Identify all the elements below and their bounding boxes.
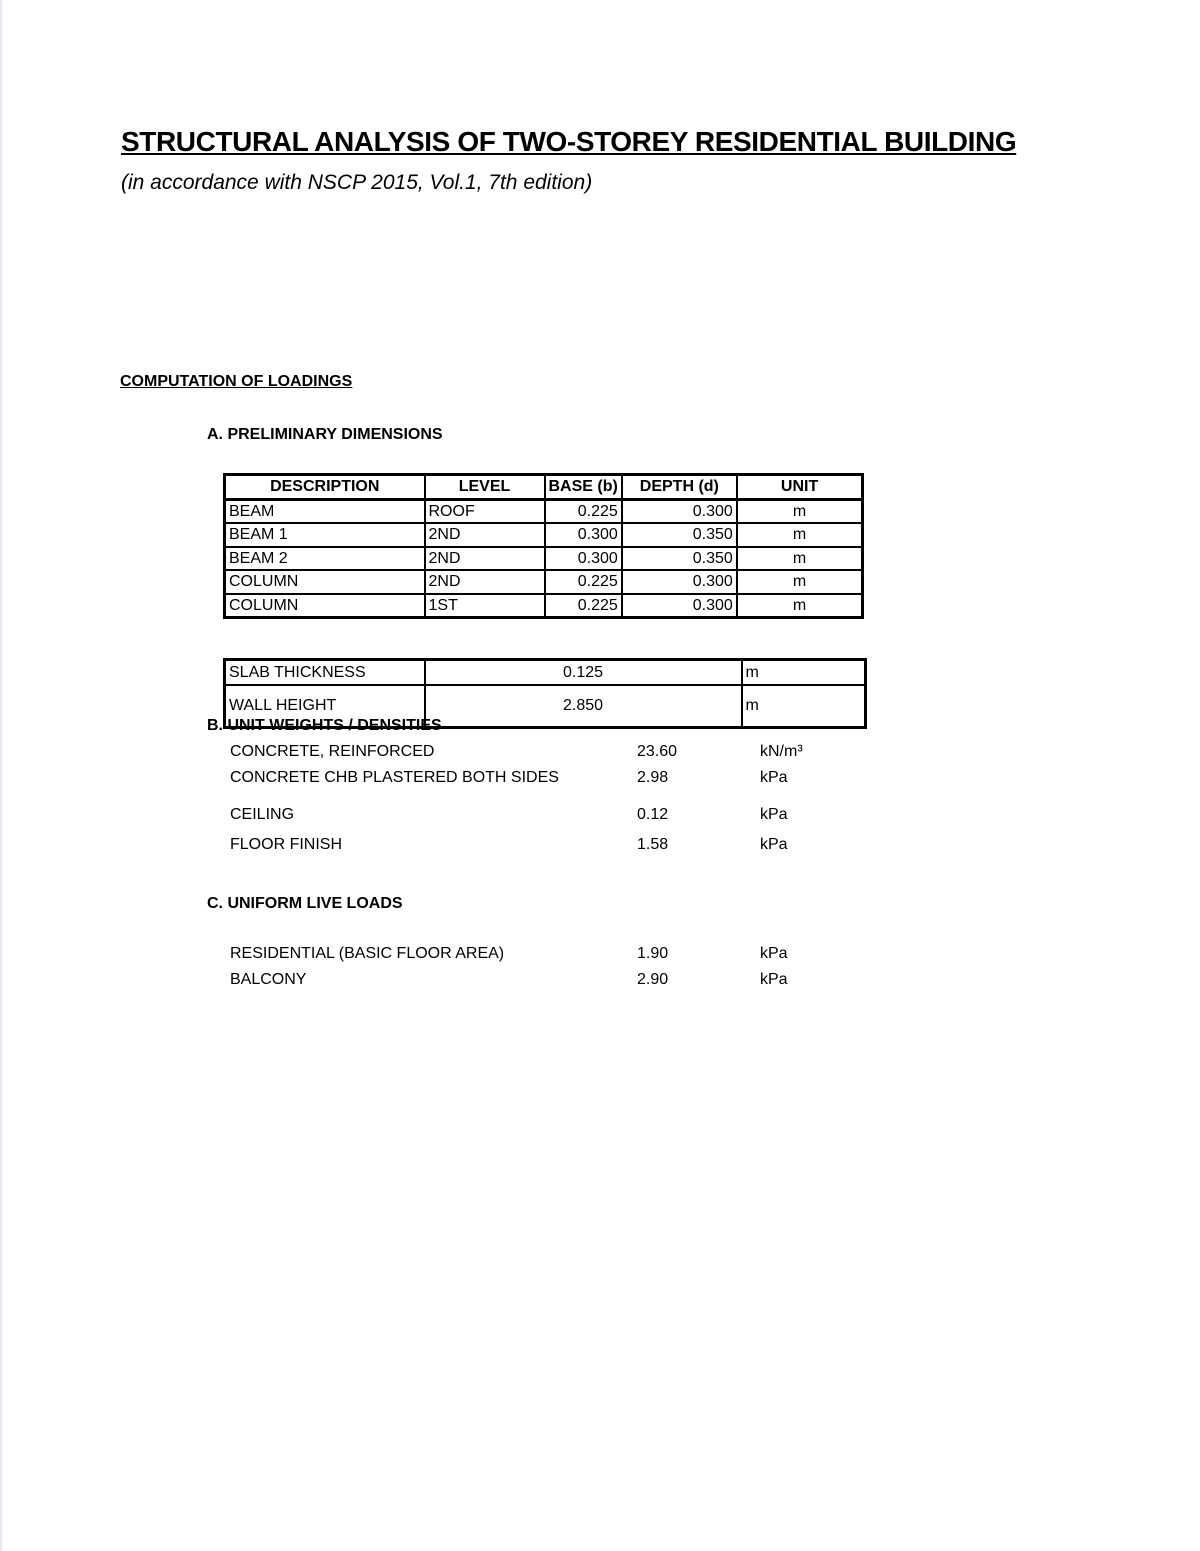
section-b-heading: B. UNIT WEIGHTS / DENSITIES	[207, 717, 442, 734]
cell-depth: 0.350	[622, 547, 737, 571]
preliminary-dimensions-table	[223, 473, 864, 619]
cell-base: 0.300	[545, 547, 622, 571]
list-item-label: RESIDENTIAL (BASIC FLOOR AREA)	[230, 945, 505, 962]
slab-thickness-value: 0.125	[425, 660, 742, 686]
list-item-value: 1.90	[637, 945, 669, 962]
table-row	[225, 570, 863, 594]
list-item-label: FLOOR FINISH	[230, 836, 343, 853]
list-item-unit: kN/m³	[760, 743, 803, 760]
cell-description: COLUMN	[225, 594, 425, 618]
list-item-value: 2.98	[637, 769, 669, 786]
document-subtitle: (in accordance with NSCP 2015, Vol.1, 7th edition)	[121, 171, 593, 194]
cell-base: 0.225	[545, 594, 622, 618]
cell-unit: m	[737, 523, 863, 547]
wall-height-unit: m	[742, 685, 866, 728]
cell-level: 2ND	[425, 523, 545, 547]
list-item-label: CEILING	[230, 806, 295, 823]
table-row	[225, 523, 863, 547]
computation-heading: COMPUTATION OF LOADINGS	[120, 373, 353, 390]
list-item-unit: kPa	[760, 971, 788, 988]
table-row	[225, 594, 863, 618]
slab-thickness-unit: m	[742, 660, 866, 686]
list-item-value: 0.12	[637, 806, 669, 823]
slab-thickness-label: SLAB THICKNESS	[225, 660, 425, 686]
column-header-description: DESCRIPTION	[225, 475, 425, 500]
list-item-label: BALCONY	[230, 971, 307, 988]
cell-depth: 0.300	[622, 570, 737, 594]
cell-unit: m	[737, 547, 863, 571]
list-item-value: 23.60	[637, 743, 678, 760]
cell-base: 0.225	[545, 570, 622, 594]
table-row	[225, 660, 866, 686]
cell-depth: 0.300	[622, 594, 737, 618]
cell-base: 0.225	[545, 499, 622, 523]
list-item-value: 1.58	[637, 836, 669, 853]
cell-unit: m	[737, 499, 863, 523]
cell-base: 0.300	[545, 523, 622, 547]
cell-depth: 0.350	[622, 523, 737, 547]
section-c-heading: C. UNIFORM LIVE LOADS	[207, 895, 403, 912]
column-header-base: BASE (b)	[545, 475, 622, 500]
cell-unit: m	[737, 570, 863, 594]
list-item-value: 2.90	[637, 971, 669, 988]
cell-depth: 0.300	[622, 499, 737, 523]
cell-description: BEAM	[225, 499, 425, 523]
document-title: STRUCTURAL ANALYSIS OF TWO-STOREY RESIDENTIAL BUILDING	[121, 126, 1017, 157]
list-item-label: CONCRETE CHB PLASTERED BOTH SIDES	[230, 769, 559, 786]
wall-height-value: 2.850	[425, 685, 742, 728]
column-header-depth: DEPTH (d)	[622, 475, 737, 500]
list-item-unit: kPa	[760, 806, 788, 823]
cell-level: 1ST	[425, 594, 545, 618]
column-header-level: LEVEL	[425, 475, 545, 500]
list-item-unit: kPa	[760, 945, 788, 962]
cell-level: 2ND	[425, 547, 545, 571]
table-header-row	[225, 475, 863, 500]
cell-level: 2ND	[425, 570, 545, 594]
list-item-unit: kPa	[760, 836, 788, 853]
cell-description: BEAM 2	[225, 547, 425, 571]
section-a-heading: A. PRELIMINARY DIMENSIONS	[207, 426, 443, 443]
table-row	[225, 499, 863, 523]
wall-height-label: WALL HEIGHT	[225, 685, 425, 728]
cell-description: COLUMN	[225, 570, 425, 594]
cell-unit: m	[737, 594, 863, 618]
column-header-unit: UNIT	[737, 475, 863, 500]
table-row	[225, 547, 863, 571]
list-item-unit: kPa	[760, 769, 788, 786]
list-item-label: CONCRETE, REINFORCED	[230, 743, 435, 760]
cell-description: BEAM 1	[225, 523, 425, 547]
page-edge	[0, 0, 2, 1551]
cell-level: ROOF	[425, 499, 545, 523]
